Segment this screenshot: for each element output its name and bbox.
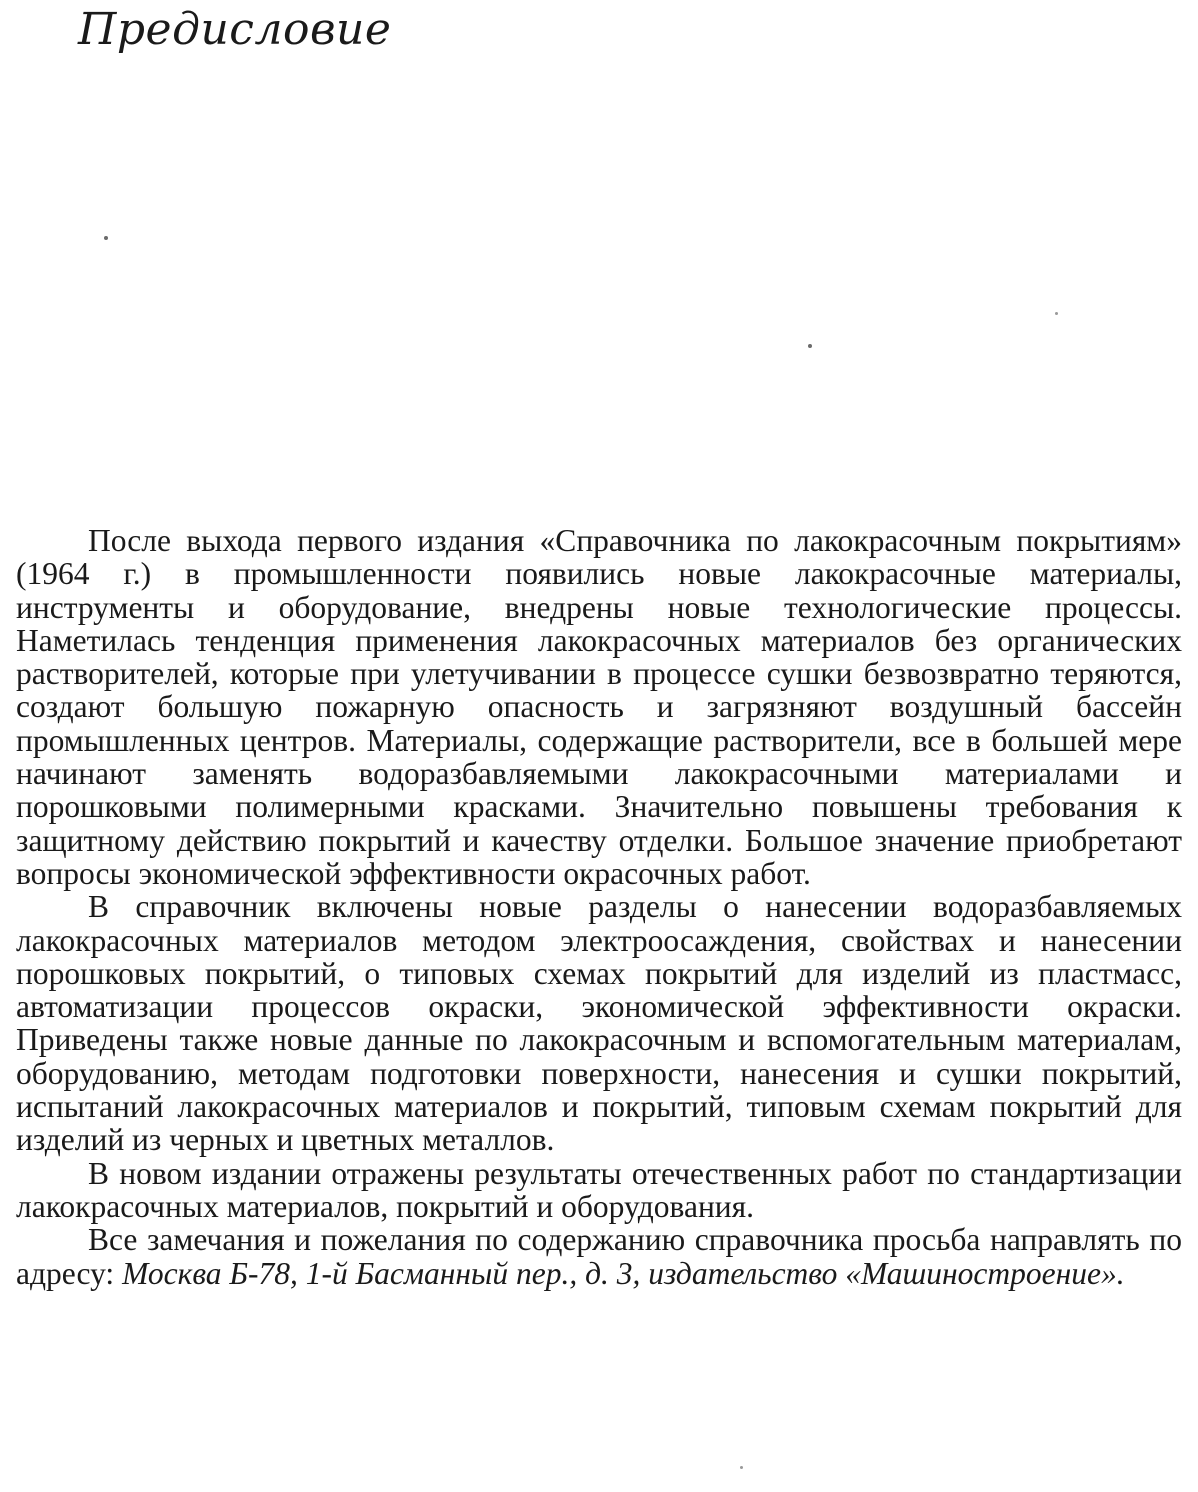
publisher-address: Москва Б-78, 1-й Басманный пер., д. 3, издательство «Машиностроение».	[122, 1255, 1125, 1291]
print-speck	[104, 236, 108, 240]
paragraph-text: Все замечания и пожелания по содержанию справочника просьба направлять по адресу:	[16, 1222, 1182, 1291]
paragraph: В новом издании отражены результаты отечественных работ по стандартизации лакокрасочных материалов, покрытий и оборудования.	[16, 1155, 1182, 1224]
print-speck	[740, 1466, 743, 1469]
page-title: Предисловие	[78, 4, 392, 55]
print-speck	[1055, 312, 1058, 315]
paragraph	[16, 1223, 1182, 1290]
paragraph: После выхода первого издания «Справочника по лакокрасочным покрытиям» (1964 г.) в промышленности появились новые лакокрасочные материалы, инструменты и оборудование, внедрены новые технологические процессы. Наметилась тенденция применения лакокрасочных материалов без органических растворителей, которые при улетучивании в процессе сушки безвозвратно теряются, создают большую пожарную опасность и загрязняют воздушный бассейн промышленных центров. Материалы, содержащие растворители, все в большей мере начинают заменять водоразбавляемыми лакокрасочными материалами и порошковыми полимерными красками. Значительно повышены требования к защитному действию покрытий и качеству отделки. Большое значение приобретают вопросы экономической эффективности окрасочных работ.	[16, 523, 1182, 891]
print-speck	[808, 344, 812, 348]
preface-text	[16, 524, 1182, 1290]
paragraph: В справочник включены новые разделы о нанесении водоразбавляемых лакокрасочных материалов методом электроосаждения, свойствах и нанесении порошковых покрытий, о типовых схемах покрытий для изделий из пластмасс, автоматизации процессов окраски, экономической эффективности окраски. Приведены также новые данные по лакокрасочным и вспомогательным материалам, оборудованию, методам подготовки поверхности, нанесения и сушки покрытий, испытаний лакокрасочных материалов и покрытий, типовым схемам покрытий для изделий из черных и цветных металлов.	[16, 889, 1182, 1158]
